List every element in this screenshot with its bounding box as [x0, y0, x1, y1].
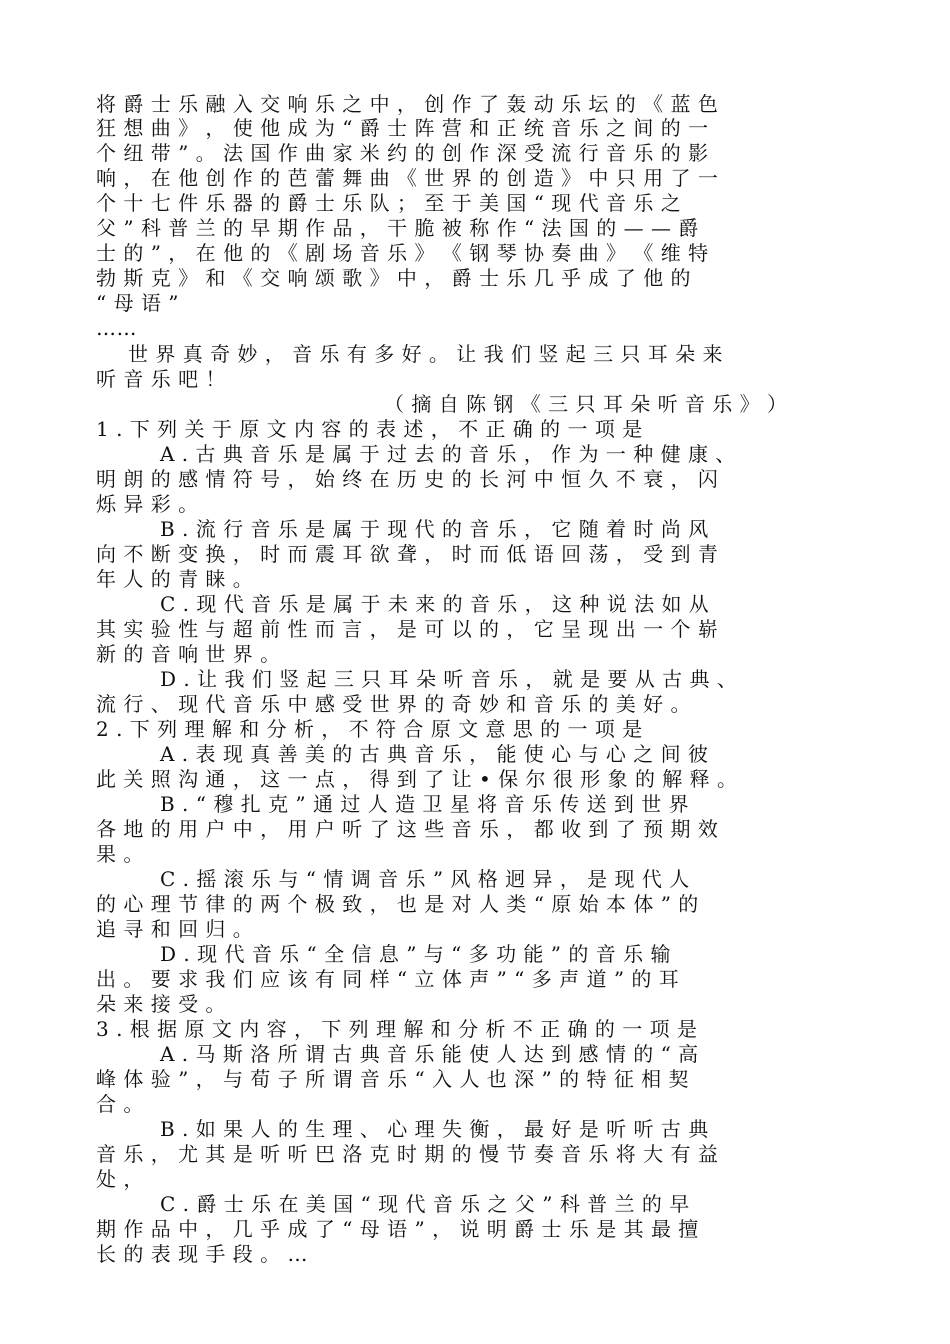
passage-line: 狂 想 曲 》 ， 使 他 成 为 “ 爵 士 阵 营 和 正 统 音 乐 之 间 的 一: [96, 116, 709, 140]
option-line: A . 马 斯 洛 所 谓 古 典 音 乐 能 使 人 达 到 感 情 的 “ 高: [160, 1042, 699, 1066]
option-line: B . “ 穆 扎 克 ” 通 过 人 造 卫 星 将 音 乐 传 送 到 世 界: [160, 792, 690, 816]
option-line: 朵 来 接 受 。: [96, 992, 226, 1016]
option-line: A . 表 现 真 善 美 的 古 典 音 乐 ， 能 使 心 与 心 之 间 彼: [160, 742, 709, 766]
option-line: 峰 体 验 ” ， 与 荀 子 所 谓 音 乐 “ 入 人 也 深 ” 的 特 征 相 契: [96, 1067, 690, 1091]
option-line: 流 行 、 现 代 音 乐 中 感 受 世 界 的 奇 妙 和 音 乐 的 美 好 。: [96, 692, 692, 716]
option-line: A . 古 典 音 乐 是 属 于 过 去 的 音 乐 ， 作 为 一 种 健 康 、: [160, 442, 736, 466]
passage-line: 勃 斯 克 》 和 《 交 响 颂 歌 》 中 ， 爵 士 乐 几 乎 成 了 他 的: [96, 266, 692, 290]
option-line: 追 寻 和 回 归 。: [96, 917, 254, 941]
option-line: 期 作 品 中 ， 几 乎 成 了 “ 母 语 ” ， 说 明 爵 士 乐 是 其 最 擅: [96, 1217, 699, 1241]
option-line: B . 如 果 人 的 生 理 、 心 理 失 衡 ， 最 好 是 听 听 古 典: [160, 1117, 709, 1141]
passage-line: 父 ” 科 普 兰 的 早 期 作 品 ， 干 脆 被 称 作 “ 法 国 的 — — 爵: [96, 216, 699, 240]
option-line: D . 让 我 们 竖 起 三 只 耳 朵 听 音 乐 ， 就 是 要 从 古 典 、: [160, 667, 738, 691]
option-line: 长 的 表 现 手 段 。 …: [96, 1242, 309, 1266]
option-line: C . 摇 滚 乐 与 “ 情 调 音 乐 ” 风 格 迥 异 ， 是 现 代 人: [160, 867, 690, 891]
question-2-stem: 2 . 下 列 理 解 和 分 析 ， 不 符 合 原 文 意 思 的 一 项 是: [96, 717, 643, 741]
passage-line: 个 纽 带 ” 。 法 国 作 曲 家 米 约 的 创 作 深 受 流 行 音 乐 的 影: [96, 141, 709, 165]
ellipsis: ……: [96, 316, 137, 340]
passage-line: 响 ， 在 他 创 作 的 芭 蕾 舞 曲 《 世 界 的 创 造 》 中 只 用 了 一: [96, 166, 719, 190]
option-line: 各 地 的 用 户 中 ， 用 户 听 了 这 些 音 乐 ， 都 收 到 了 预 期 效: [96, 817, 719, 841]
option-line: 处 ，: [96, 1167, 144, 1191]
option-line: 年 人 的 青 睐 。: [96, 567, 254, 591]
option-line: 合 。: [96, 1092, 144, 1116]
option-line: 新 的 音 响 世 界 。: [96, 642, 281, 666]
option-line: 果 。: [96, 842, 144, 866]
question-3-stem: 3 . 根 据 原 文 内 容 ， 下 列 理 解 和 分 析 不 正 确 的 一 项 是: [96, 1017, 698, 1041]
passage-line: 个 十 七 件 乐 器 的 爵 士 乐 队 ； 至 于 美 国 “ 现 代 音 乐 之: [96, 191, 682, 215]
option-line: 出 。 要 求 我 们 应 该 有 同 样 “ 立 体 声 ” “ 多 声 道 ” 的 耳: [96, 967, 680, 991]
option-line: 烁 异 彩 。: [96, 492, 199, 516]
option-line: C . 现 代 音 乐 是 属 于 未 来 的 音 乐 ， 这 种 说 法 如 从: [160, 592, 710, 616]
passage-line: “ 母 语 ”: [96, 291, 180, 315]
passage-line: 世 界 真 奇 妙 ， 音 乐 有 多 好 。 让 我 们 竖 起 三 只 耳 朵 来: [128, 342, 724, 366]
option-line: 向 不 断 变 换 ， 时 而 震 耳 欲 聋 ， 时 而 低 语 回 荡 ， 受 到 青: [96, 542, 719, 566]
option-line: 明 朗 的 感 情 符 号 ， 始 终 在 历 史 的 长 河 中 恒 久 不 衰 ， 闪: [96, 467, 719, 491]
option-line: B . 流 行 音 乐 是 属 于 现 代 的 音 乐 ， 它 随 着 时 尚 风: [160, 517, 709, 541]
option-line: D . 现 代 音 乐 “ 全 信 息 ” 与 “ 多 功 能 ” 的 音 乐 输: [160, 942, 671, 966]
question-1-stem: 1 . 下 列 关 于 原 文 内 容 的 表 述 ， 不 正 确 的 一 项 是: [96, 417, 643, 441]
option-line: 音 乐 ， 尤 其 是 听 听 巴 洛 克 时 期 的 慢 节 奏 音 乐 将 大 有 益: [96, 1142, 719, 1166]
passage-line: 士 的 ” ， 在 他 的 《 剧 场 音 乐 》 《 钢 琴 协 奏 曲 》 《 维 特: [96, 241, 709, 265]
passage-line: 听 音 乐 吧 ！: [96, 367, 226, 391]
source-citation: （ 摘 自 陈 钢 《 三 只 耳 朵 听 音 乐 》 ）: [384, 392, 788, 416]
option-line: 的 心 理 节 律 的 两 个 极 致 ， 也 是 对 人 类 “ 原 始 本 体 ” 的: [96, 892, 699, 916]
option-line: C . 爵 士 乐 在 美 国 “ 现 代 音 乐 之 父 ” 科 普 兰 的 早: [160, 1192, 690, 1216]
option-line: 其 实 验 性 与 超 前 性 而 言 ， 是 可 以 的 ， 它 呈 现 出 一 个 崭: [96, 617, 719, 641]
passage-line: 将 爵 士 乐 融 入 交 响 乐 之 中 ， 创 作 了 轰 动 乐 坛 的 《 蓝 色: [96, 92, 719, 116]
option-line: 此 关 照 沟 通 ， 这 一 点 ， 得 到 了 让 • 保 尔 很 形 象 的 解 释 。: [96, 767, 738, 791]
